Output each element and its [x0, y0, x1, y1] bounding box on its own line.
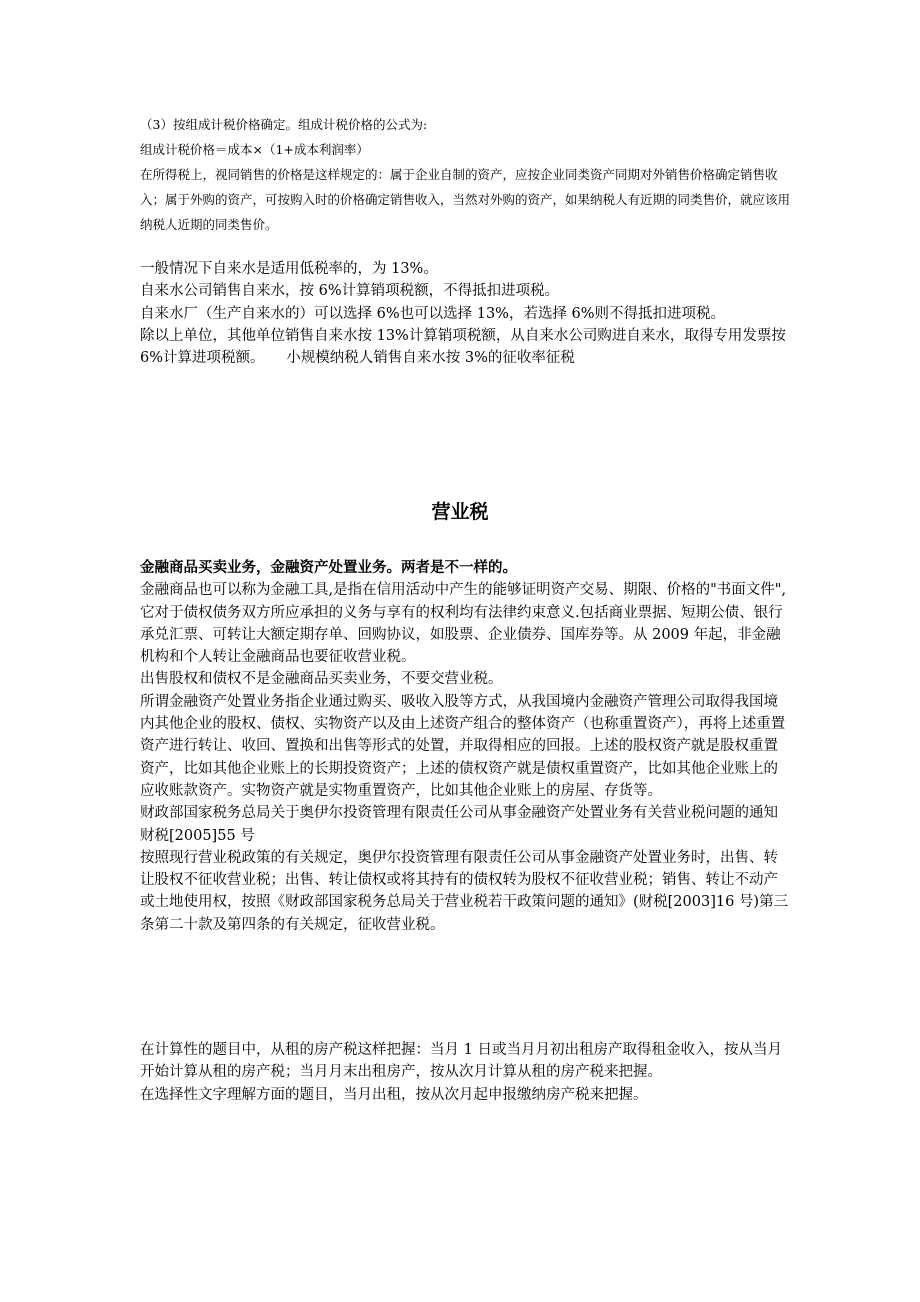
tap-water-line-2: 自来水公司销售自来水，按 6%计算销项税额，不得抵扣进项税。 [140, 283, 560, 300]
tap-water-line-4: 除以上单位，其他单位销售自来水按 13%计算销项税额，从自来水公司购进自来水，取得专用发票按 6%计算进项税额。 小规模纳税人销售自来水按 3%的征收率征税 [140, 327, 786, 367]
formula-line: 组成计税价格＝成本×（1+成本利润率） [140, 142, 369, 157]
tap-water-section [140, 258, 790, 369]
property-tax-line-1: 在计算性的题目中，从租的房产税这样把握：当月 1 日或当月月初出租房产取得租金收入，按从当月开始计算从租的房产税；当月月末出租房产，按从次月计算从租的房产税来把握。 [140, 1042, 782, 1081]
business-tax-section [140, 557, 790, 936]
section-subtitle: 金融商品买卖业务，金融资产处置业务。两者是不一样的。 [140, 560, 517, 576]
tap-water-line-1: 一般情况下自来水是适用低税率的，为 13%。 [140, 261, 438, 277]
property-tax-line-2: 在选择性文字理解方面的题目，当月出租，按从次月起申报缴纳房产税来把握。 [140, 1086, 648, 1103]
financial-goods-paragraph: 金融商品也可以称为金融工具,是指在信用活动中产生的能够证明资产交易、期限、价格的"书面文件",它对于债权债务双方所应承担的义务与享有的权利均有法律约束意义.包括商业票据、短期公债、银行承兑汇票、可转让大额定期存单、回购协议，如股票、企业债券、国库券等。从 2009 年起，非金融机构和个人转让金融商品也要征收营业税。 [140, 582, 787, 666]
notice-title-paragraph: 财政部国家税务总局关于奥伊尔投资管理有限责任公司从事金融资产处置业务有关营业税问题的通知财税[2005]55 号 [140, 805, 778, 844]
price-determination-section [140, 112, 790, 237]
property-tax-section [140, 1039, 790, 1106]
tap-water-line-3: 自来水厂（生产自来水的）可以选择 6%也可以选择 13%，若选择 6%则不得抵扣进项税。 [140, 305, 726, 322]
policy-paragraph: 按照现行营业税政策的有关规定，奥伊尔投资管理有限责任公司从事金融资产处置业务时，出售、转让股权不征收营业税；出售、转让债权或将其持有的债权转为股权不征收营业税；销售、转让不动产或土地使用权，按照《财政部国家税务总局关于营业税若干政策问题的通知》(财税[2003]16 号)第三条第二十款及第四条的有关规定，征收营业税。 [140, 849, 789, 933]
income-tax-paragraph: 在所得税上，视同销售的价格是这样规定的：属于企业自制的资产，应按企业同类资产同期对外销售价格确定销售收入；属于外购的资产，可按购入时的价格确定销售收入，当然对外购的资产，如果纳税人有近期的同类售价，就应该用纳税人近期的同类售价。 [140, 167, 791, 232]
section-title: 营业税 [431, 501, 489, 523]
asset-disposal-paragraph: 所谓金融资产处置业务指企业通过购买、吸收入股等方式，从我国境内金融资产管理公司取得我国境内其他企业的股权、债权、实物资产以及由上述资产组合的整体资产（也称重置资产），再将上述重置资产进行转让、收回、置换和出售等形式的处置，并取得相应的回报。上述的股权资产就是股权重置资产，比如其他企业账上的长期投资资产；上述的债权资产就是债权重置资产，比如其他企业账上的应收账款资产。实物资产就是实物重置资产，比如其他企业账上的房屋、存货等。 [140, 693, 786, 799]
formula-heading: （3）按组成计税价格确定。组成计税价格的公式为: [140, 117, 428, 132]
equity-sale-paragraph: 出售股权和债权不是金融商品买卖业务，不要交营业税。 [140, 671, 503, 688]
